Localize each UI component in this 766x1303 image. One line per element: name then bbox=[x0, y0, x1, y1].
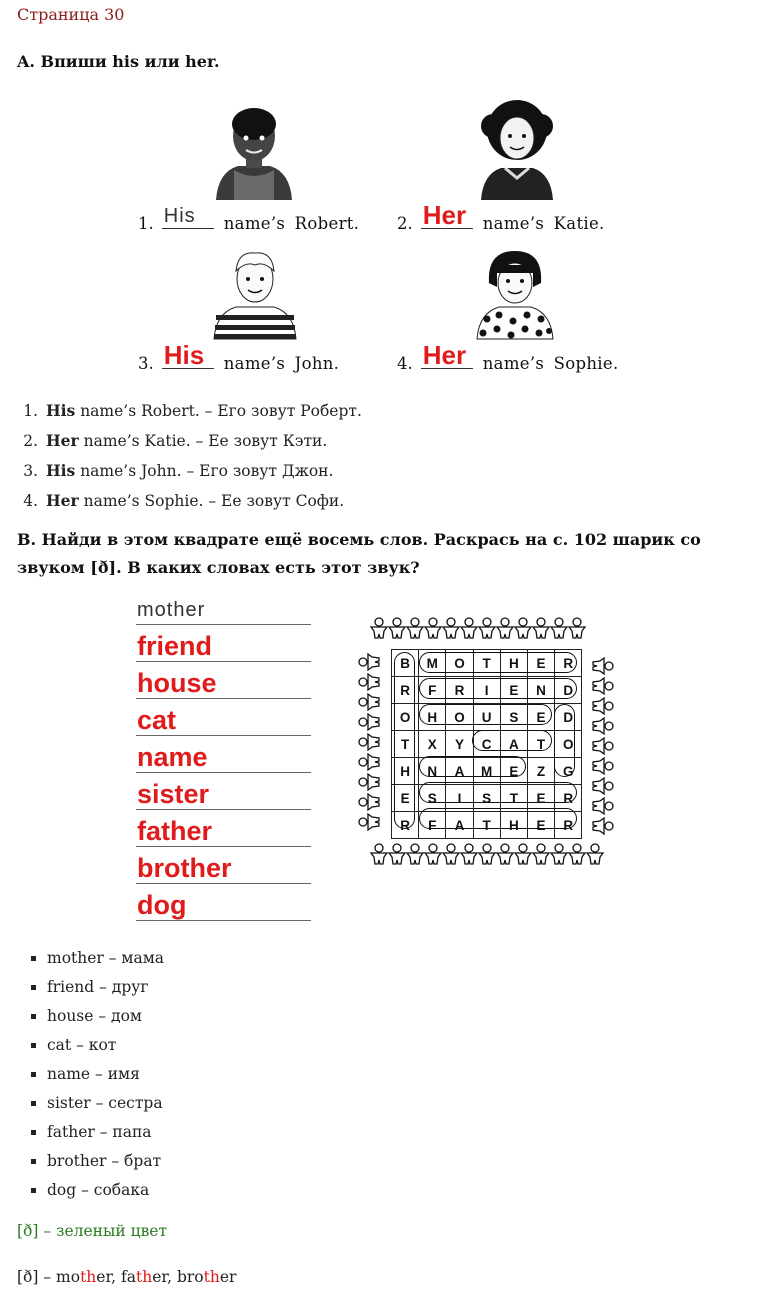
word-line[interactable] bbox=[136, 847, 311, 884]
sound-highlight: th bbox=[203, 1268, 220, 1286]
word-line[interactable] bbox=[136, 625, 311, 662]
sentence-number: 4. bbox=[397, 354, 413, 373]
grid-cell[interactable]: O bbox=[446, 704, 473, 731]
answer-word: His bbox=[163, 205, 196, 227]
sentence-2 bbox=[397, 200, 605, 233]
robert-portrait bbox=[212, 100, 296, 202]
grid-cell[interactable]: N bbox=[419, 758, 446, 785]
sound-highlight: th bbox=[80, 1268, 97, 1286]
answers-list bbox=[0, 396, 362, 516]
grid-cell[interactable]: M bbox=[473, 758, 500, 785]
list-item bbox=[43, 396, 362, 426]
answer-blank[interactable] bbox=[421, 200, 473, 230]
grid-cell[interactable]: T bbox=[500, 785, 527, 812]
grid-cell[interactable]: R bbox=[392, 812, 419, 839]
grid-cell[interactable]: N bbox=[527, 677, 554, 704]
word-part: fa bbox=[121, 1268, 136, 1286]
grid-cell[interactable]: F bbox=[419, 677, 446, 704]
grid-cell[interactable]: R bbox=[446, 677, 473, 704]
circled-word-brother bbox=[394, 652, 415, 829]
section-b-heading: B. Найди в этом квадрате ещё восемь слов. Раскрась на с. 102 шарик со звуком [ð]. В каких словах есть этот звук? bbox=[17, 530, 701, 577]
grid-cell[interactable]: Z bbox=[527, 758, 554, 785]
grid-cell[interactable]: I bbox=[473, 677, 500, 704]
list-item: ▪ cat – кот bbox=[47, 1031, 164, 1060]
grid-cell[interactable]: T bbox=[527, 731, 554, 758]
answer-bold: His bbox=[46, 401, 76, 420]
word-part: er, bbox=[152, 1268, 177, 1286]
word-part: er bbox=[219, 1268, 237, 1286]
written-word: brother bbox=[137, 853, 232, 883]
answer-text: name’s Katie. – Ее зовут Кэти. bbox=[78, 432, 328, 450]
list-item: ▪ mother – мама bbox=[47, 944, 164, 973]
katie-portrait bbox=[475, 100, 559, 202]
page-title: Страница 30 bbox=[17, 5, 125, 24]
grid-cell[interactable]: S bbox=[473, 785, 500, 812]
grid-cell[interactable]: D bbox=[555, 677, 582, 704]
answer-text: name’s Sophie. – Ее зовут Софи. bbox=[78, 492, 345, 510]
grid-cell[interactable]: C bbox=[473, 731, 500, 758]
sentence-text: name’s Robert. bbox=[223, 214, 360, 233]
grid-cell[interactable]: O bbox=[555, 731, 582, 758]
circled-word-dog bbox=[554, 704, 575, 777]
sentence-text: name’s John. bbox=[223, 354, 340, 373]
grid-cell[interactable]: H bbox=[392, 758, 419, 785]
sentence-text: name’s Katie. bbox=[482, 214, 605, 233]
written-word: name bbox=[137, 742, 208, 772]
sound-words-line bbox=[17, 1268, 236, 1286]
written-word: sister bbox=[137, 779, 210, 809]
list-item: ▪ dog – собака bbox=[47, 1176, 164, 1205]
doll-column-left bbox=[359, 654, 379, 830]
grid-cell[interactable]: Y bbox=[446, 731, 473, 758]
grid-cell[interactable]: R bbox=[555, 650, 582, 677]
doll-row-bottom bbox=[371, 844, 603, 864]
sound-highlight: th bbox=[136, 1268, 153, 1286]
word-line[interactable] bbox=[136, 600, 311, 625]
word-lines bbox=[136, 600, 311, 921]
grid-cell[interactable]: S bbox=[419, 785, 446, 812]
grid-cell[interactable]: E bbox=[500, 677, 527, 704]
list-item: ▪ friend – друг bbox=[47, 973, 164, 1002]
circled-word-cat bbox=[472, 730, 552, 751]
sentence-number: 1. bbox=[138, 214, 154, 233]
list-item: ▪ name – имя bbox=[47, 1060, 164, 1089]
grid-cell[interactable]: R bbox=[555, 812, 582, 839]
grid-cell[interactable]: G bbox=[555, 758, 582, 785]
grid-cell[interactable]: O bbox=[446, 650, 473, 677]
doll-column-right bbox=[593, 658, 613, 834]
grid-cell[interactable]: A bbox=[446, 812, 473, 839]
circled-word-house bbox=[419, 704, 552, 725]
answer-word: Her bbox=[422, 340, 467, 370]
grid-cell[interactable]: T bbox=[392, 731, 419, 758]
list-item bbox=[43, 486, 362, 516]
grid-cell[interactable]: D bbox=[555, 704, 582, 731]
vocabulary-list bbox=[0, 944, 164, 1205]
written-word: cat bbox=[137, 705, 177, 735]
section-a-heading: A. Впиши his или her. bbox=[17, 52, 220, 71]
grid-cell[interactable]: E bbox=[527, 812, 554, 839]
word-search-puzzle bbox=[355, 612, 617, 870]
answer-blank[interactable] bbox=[421, 340, 473, 370]
sentence-1 bbox=[138, 205, 360, 233]
sound-color-note: [ð] – зеленый цвет bbox=[17, 1222, 168, 1240]
circled-word-mother bbox=[419, 652, 577, 673]
answer-bold: Her bbox=[46, 431, 79, 450]
answer-bold: Her bbox=[46, 491, 79, 510]
circled-word-father bbox=[419, 808, 577, 829]
grid-cell[interactable]: E bbox=[500, 758, 527, 785]
written-word: dog bbox=[137, 890, 187, 920]
grid-cell[interactable]: T bbox=[473, 812, 500, 839]
word-line[interactable] bbox=[136, 810, 311, 847]
sentence-number: 2. bbox=[397, 214, 413, 233]
grid-cell[interactable]: H bbox=[419, 704, 446, 731]
sophie-portrait bbox=[473, 243, 557, 341]
answer-blank[interactable] bbox=[162, 340, 214, 370]
list-item bbox=[43, 456, 362, 486]
list-item: ▪ house – дом bbox=[47, 1002, 164, 1031]
word-line[interactable] bbox=[136, 884, 311, 921]
exercise-a-illustration bbox=[130, 95, 640, 385]
answer-blank[interactable] bbox=[162, 205, 214, 229]
list-item bbox=[43, 426, 362, 456]
grid-cell[interactable]: S bbox=[500, 704, 527, 731]
grid-cell[interactable]: E bbox=[527, 785, 554, 812]
sentence-4 bbox=[397, 340, 619, 373]
grid-cell[interactable]: M bbox=[419, 650, 446, 677]
list-item: ▪ father – папа bbox=[47, 1118, 164, 1147]
written-word: mother bbox=[137, 599, 206, 621]
answer-word: Her bbox=[422, 200, 467, 230]
grid-cell[interactable]: O bbox=[392, 704, 419, 731]
grid-cell[interactable]: A bbox=[446, 758, 473, 785]
written-word: house bbox=[137, 668, 217, 698]
circled-word-friend bbox=[419, 678, 577, 699]
grid-cell[interactable]: H bbox=[500, 650, 527, 677]
grid-cell[interactable]: E bbox=[527, 704, 554, 731]
sentence-number: 3. bbox=[138, 354, 154, 373]
circled-word-name bbox=[419, 756, 526, 777]
grid-cell[interactable]: H bbox=[500, 812, 527, 839]
word-line[interactable] bbox=[136, 662, 311, 699]
sound-prefix: [ð] – bbox=[17, 1268, 57, 1286]
grid-cell[interactable]: R bbox=[392, 677, 419, 704]
grid-cell[interactable]: R bbox=[555, 785, 582, 812]
grid-cell[interactable]: A bbox=[500, 731, 527, 758]
grid-cell[interactable]: U bbox=[473, 704, 500, 731]
grid-cell[interactable]: T bbox=[473, 650, 500, 677]
word-line[interactable] bbox=[136, 699, 311, 736]
grid-cell[interactable]: B bbox=[392, 650, 419, 677]
answer-word: His bbox=[163, 340, 205, 370]
list-item: ▪ brother – брат bbox=[47, 1147, 164, 1176]
answer-text: name’s John. – Его зовут Джон. bbox=[75, 462, 334, 480]
written-word: father bbox=[137, 816, 213, 846]
sentence-3 bbox=[138, 340, 340, 373]
grid-cell[interactable]: F bbox=[419, 812, 446, 839]
list-item: ▪ sister – сестра bbox=[47, 1089, 164, 1118]
word-line[interactable] bbox=[136, 773, 311, 810]
john-portrait bbox=[212, 243, 298, 341]
word-part: er, bbox=[96, 1268, 122, 1286]
word-part: bro bbox=[176, 1268, 204, 1286]
answer-bold: His bbox=[46, 461, 76, 480]
circled-word-sister bbox=[419, 782, 577, 803]
doll-row-top bbox=[371, 618, 585, 638]
sentence-text: name’s Sophie. bbox=[482, 354, 619, 373]
grid-cell[interactable]: I bbox=[446, 785, 473, 812]
word-line[interactable] bbox=[136, 736, 311, 773]
grid-cell[interactable]: X bbox=[419, 731, 446, 758]
grid-cell[interactable]: E bbox=[527, 650, 554, 677]
written-word: friend bbox=[137, 631, 213, 661]
word-part: mo bbox=[56, 1268, 81, 1286]
grid-cell[interactable]: E bbox=[392, 785, 419, 812]
answer-text: name’s Robert. – Его зовут Роберт. bbox=[75, 402, 362, 420]
